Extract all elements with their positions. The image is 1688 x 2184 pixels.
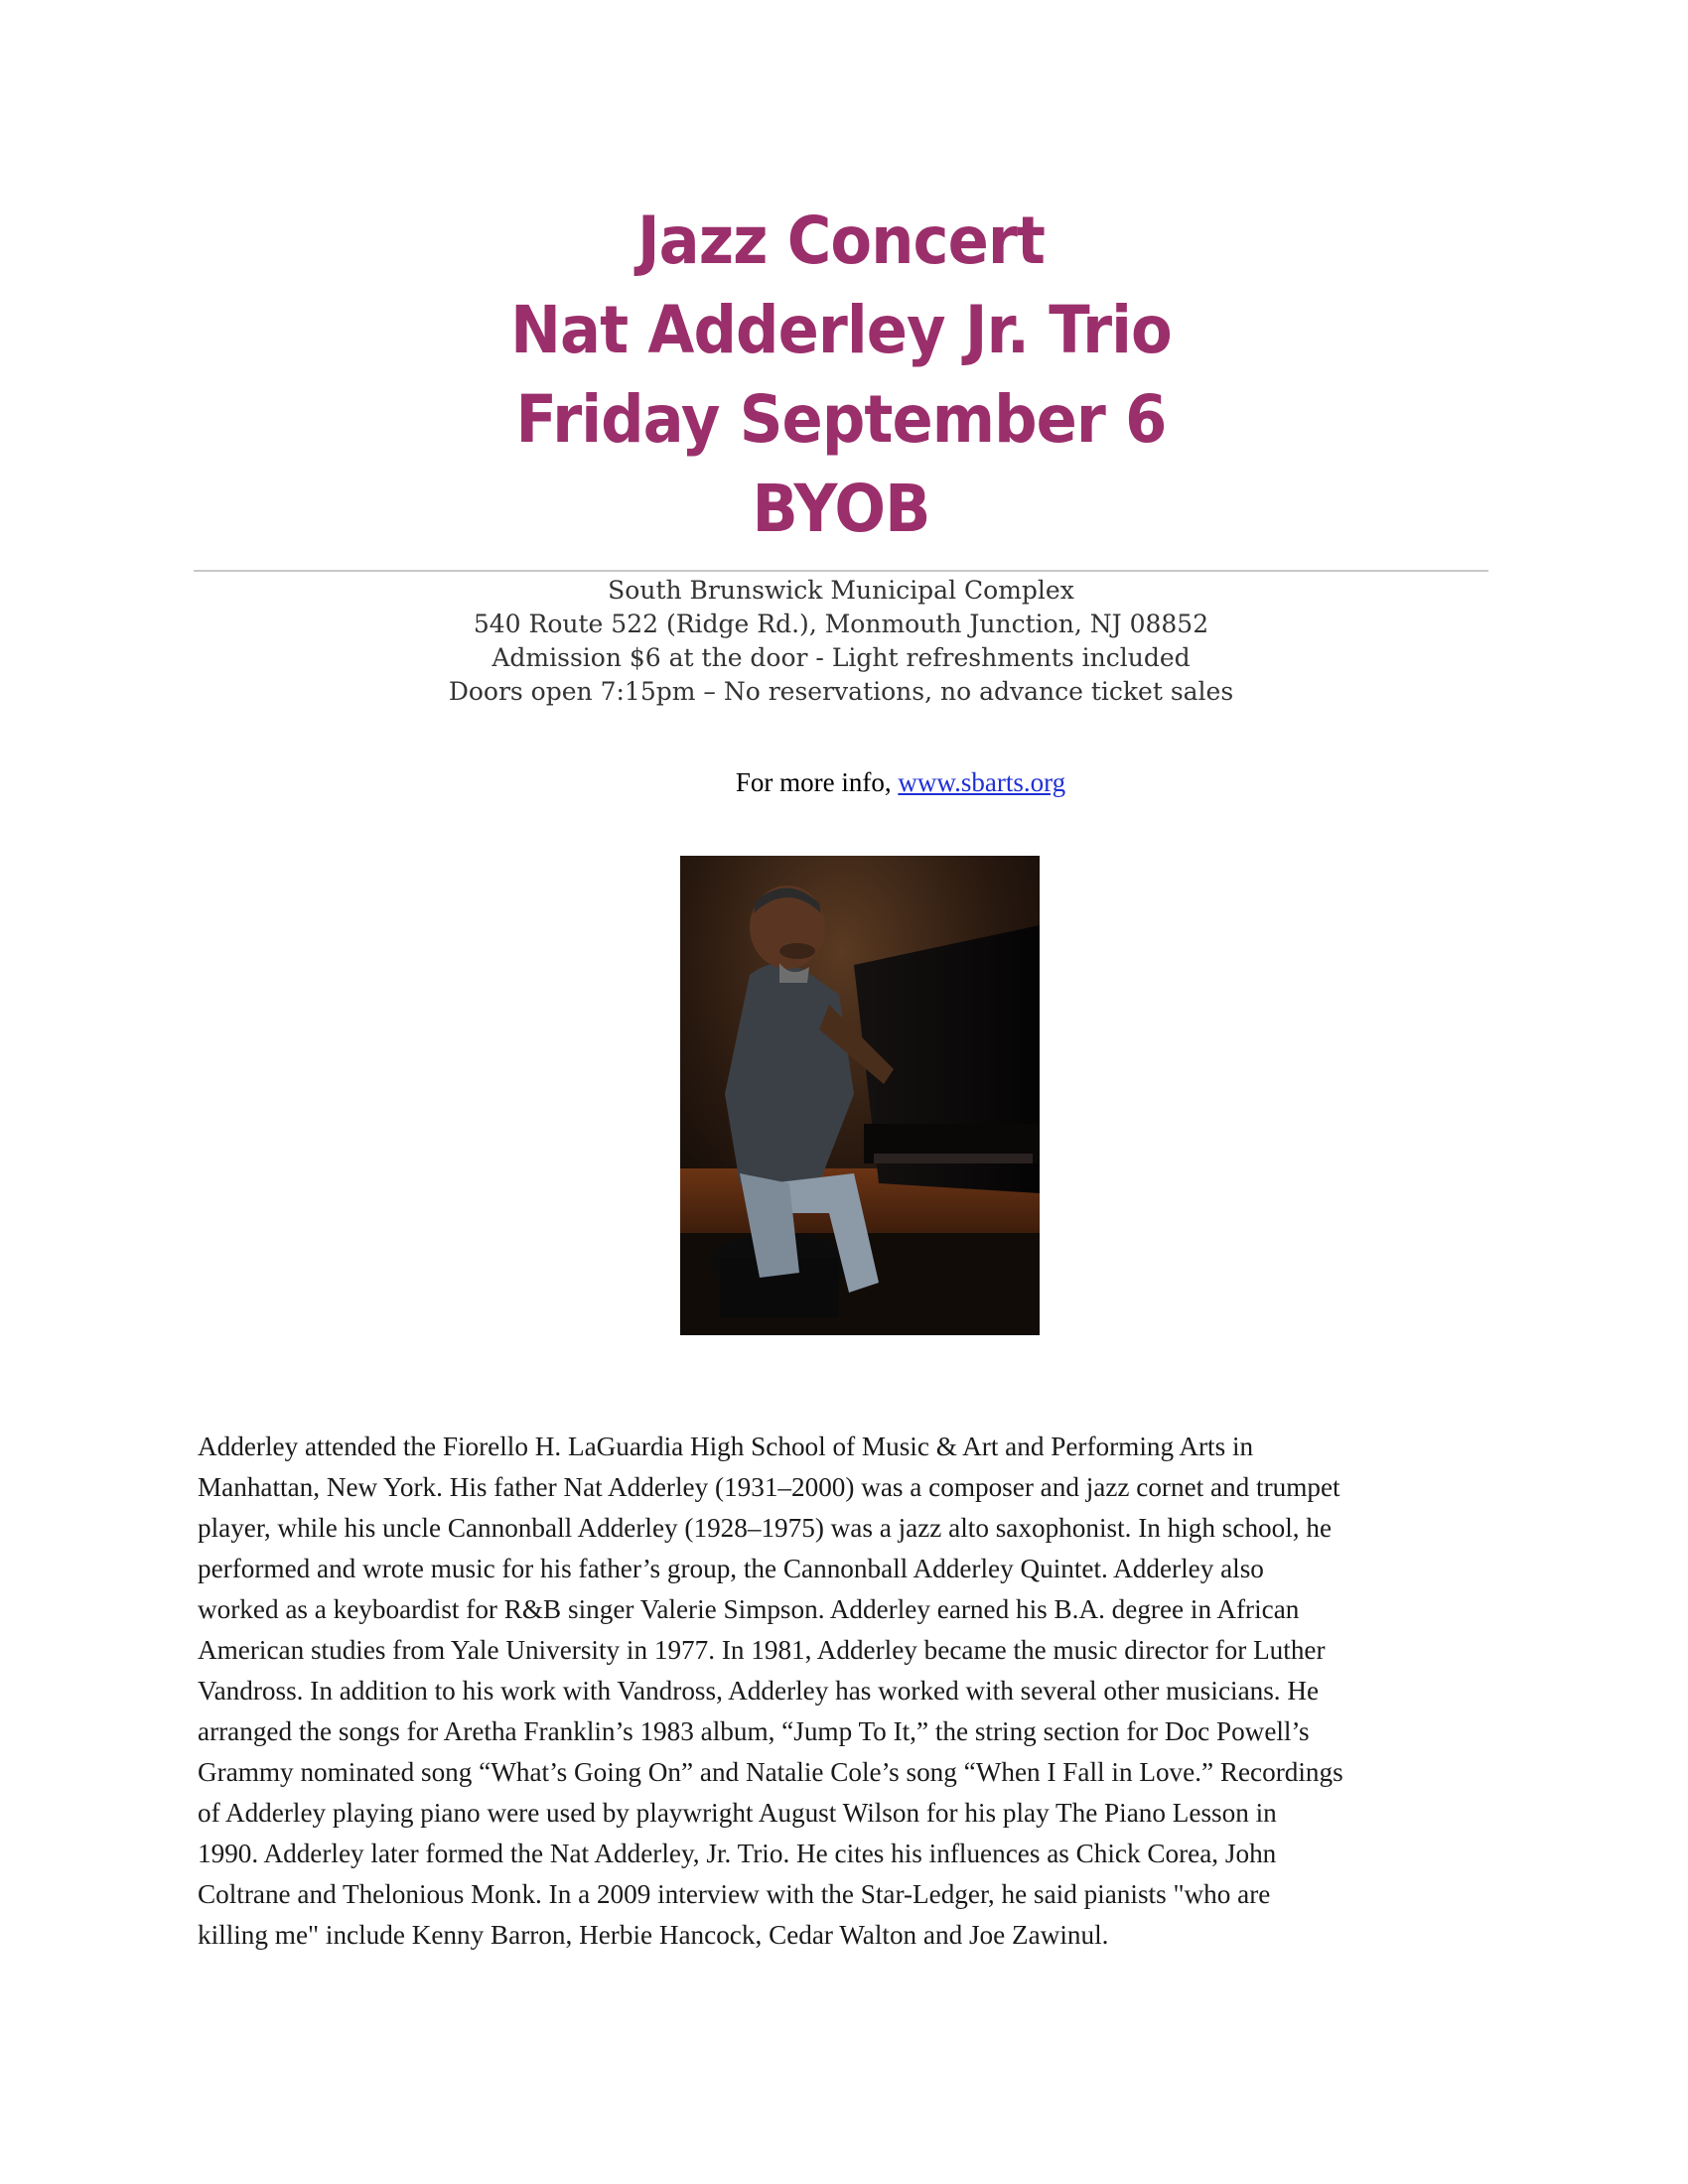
bio-line: worked as a keyboardist for R&B singer Valerie Simpson. Adderley earned his B.A. degree in African bbox=[198, 1594, 1300, 1624]
bio-line: Adderley attended the Fiorello H. LaGuardia High School of Music & Art and Performing Arts in bbox=[198, 1432, 1254, 1461]
website-link[interactable]: www.sbarts.org bbox=[898, 767, 1066, 797]
horizontal-divider bbox=[194, 570, 1488, 572]
bio-line: Coltrane and Thelonious Monk. In a 2009 interview with the Star-Ledger, he said pianists "who are bbox=[198, 1879, 1271, 1909]
pianist-photo bbox=[680, 856, 1040, 1335]
title-date: Friday September 6 bbox=[515, 381, 1167, 458]
bio-line: of Adderley playing piano were used by playwright August Wilson for his play The Piano Lesson in bbox=[198, 1798, 1277, 1828]
biography bbox=[198, 1427, 1488, 1956]
title-performer: Nat Adderley Jr. Trio bbox=[510, 292, 1172, 368]
admission-info: Admission $6 at the door - Light refreshments included bbox=[492, 643, 1191, 672]
title-event: Jazz Concert bbox=[636, 203, 1046, 279]
flyer-title bbox=[194, 197, 1488, 554]
bio-line: Manhattan, New York. His father Nat Adderley (1931–2000) was a composer and jazz cornet and trumpet bbox=[198, 1472, 1340, 1502]
bio-line: killing me" include Kenny Barron, Herbie Hancock, Cedar Walton and Joe Zawinul. bbox=[198, 1920, 1109, 1950]
title-byob: BYOB bbox=[752, 471, 930, 547]
more-info bbox=[194, 765, 1488, 799]
venue-address: 540 Route 522 (Ridge Rd.), Monmouth Junction, NJ 08852 bbox=[473, 610, 1209, 638]
bio-line: Grammy nominated song “What’s Going On” and Natalie Cole’s song “When I Fall in Love.” Recordings bbox=[198, 1757, 1343, 1787]
bio-line: arranged the songs for Aretha Franklin’s 1983 album, “Jump To It,” the string section for Doc Powell’s bbox=[198, 1716, 1310, 1746]
doors-info: Doors open 7:15pm – No reservations, no advance ticket sales bbox=[448, 677, 1234, 706]
venue-name: South Brunswick Municipal Complex bbox=[608, 576, 1074, 605]
bio-line: Vandross. In addition to his work with Vandross, Adderley has worked with several other musicians. He bbox=[198, 1676, 1320, 1706]
bio-line: performed and wrote music for his father’s group, the Cannonball Adderley Quintet. Adderley also bbox=[198, 1554, 1264, 1583]
more-info-label: For more info, bbox=[735, 767, 899, 797]
bio-line: American studies from Yale University in 1977. In 1981, Adderley became the music director for Luther bbox=[198, 1635, 1326, 1665]
bio-line: player, while his uncle Cannonball Adderley (1928–1975) was a jazz alto saxophonist. In high school, he bbox=[198, 1513, 1333, 1543]
venue-details bbox=[194, 574, 1488, 709]
bio-line: 1990. Adderley later formed the Nat Adderley, Jr. Trio. He cites his influences as Chick Corea, John bbox=[198, 1839, 1277, 1868]
